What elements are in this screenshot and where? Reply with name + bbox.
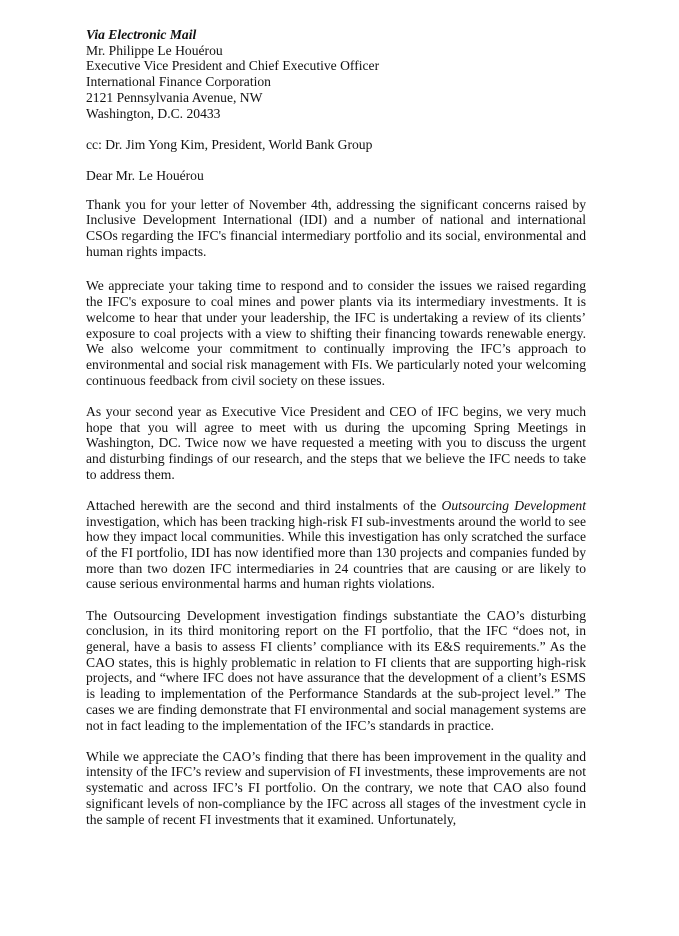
paragraph-4-rest: investigation, which has been tracking high-risk FI sub-investments around the world to see how they impact local communities. While this investigation has only scratched the surface of the FI portfolio, IDI has now identified more than 130 projects and companies funded by more than two dozen IFC intermediaries in 24 countries that are causing or are likely to cause serious environmental harms and human rights violations.	[86, 513, 586, 592]
recipient-organization: International Finance Corporation	[86, 74, 271, 90]
recipient-city: Washington, D.C. 20433	[86, 105, 221, 121]
paragraph-1: Thank you for your letter of November 4th, addressing the significant concerns raised by Inclusive Development International (IDI) and a number of national and international CSOs regarding the IFC's financial intermediary portfolio and its social, environmental and human rights impacts.	[86, 196, 586, 259]
paragraph-6: While we appreciate the CAO’s finding that there has been improvement in the quality and intensity of the IFC’s review and supervision of FI investments, these improvements are not systematic and across IFC’s FI portfolio. On the contrary, we note that CAO also found significant levels of non-compliance by the IFC across all stages of the investment cycle in the sample of recent FI investments that it examined. Unfortunately,	[86, 748, 586, 827]
paragraph-2: We appreciate your taking time to respond and to consider the issues we raised regarding the IFC's exposure to coal mines and power plants via its intermediary investments. It is welcome to hear that under your leadership, the IFC is undertaking a review of its clients’ exposure to coal projects with a view to shifting their financing towards renewable energy. We also welcome your commitment to continually improving the IFC’s approach to environmental and social risk management with FIs. We particularly noted your welcoming continuous feedback from civil society on these issues.	[86, 278, 586, 388]
paragraph-4-lead: Attached herewith are the second and third instalments of the	[86, 497, 442, 513]
paragraph-3: As your second year as Executive Vice President and CEO of IFC begins, we very much hope that you will agree to meet with us during the upcoming Spring Meetings in Washington, DC. Twice now we have requested a meeting with you to discuss the urgent and disturbing findings of our research, and the steps that we believe the IFC needs to take to address them.	[86, 403, 586, 482]
recipient-title: Executive Vice President and Chief Executive Officer	[86, 58, 380, 74]
recipient-name: Mr. Philippe Le Houérou	[86, 42, 223, 58]
paragraph-5: The Outsourcing Development investigation findings substantiate the CAO’s disturbing conclusion, in its third monitoring report on the FI portfolio, that the IFC “does not, in general, have a basis to assess FI clients’ compliance with its E&S requirements.” As the CAO states, this is highly problematic in relation to FI clients that are supporting high-risk projects, and “where IFC does not have assurance that the development of a client’s ESMS is leading to implementation of the Performance Standards at the sub-project level.” The cases we are finding demonstrate that FI environmental and social management systems are not in fact leading to the implementation of the IFC’s standards in practice.	[86, 607, 586, 733]
recipient-street: 2121 Pennsylvania Avenue, NW	[86, 89, 263, 105]
letter-page	[86, 27, 586, 827]
salutation: Dear Mr. Le Houérou	[86, 167, 204, 183]
paragraph-4	[86, 498, 586, 592]
recipient-block	[86, 43, 586, 122]
report-title: Outsourcing Development	[441, 497, 587, 513]
cc-line: cc: Dr. Jim Yong Kim, President, World Bank Group	[86, 136, 373, 152]
delivery-method: Via Electronic Mail	[86, 27, 197, 42]
